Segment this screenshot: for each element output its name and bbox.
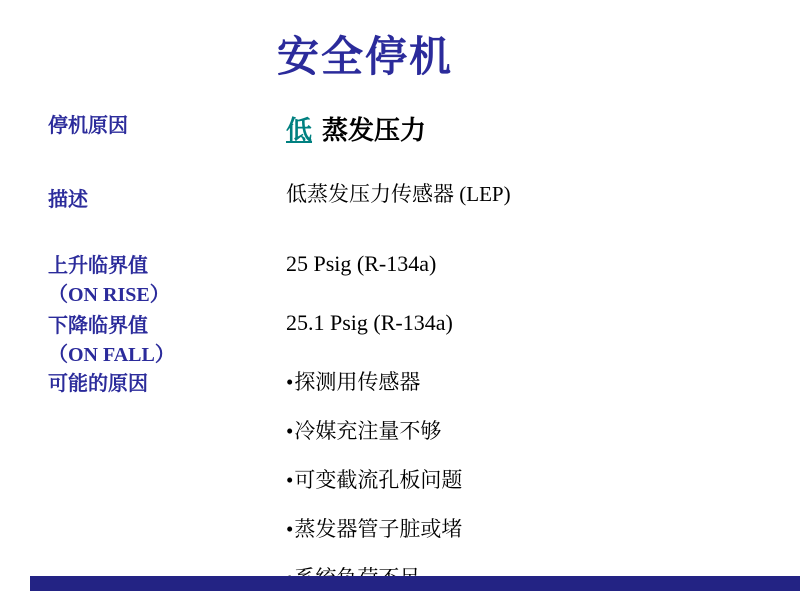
label-rise-threshold — [48, 252, 170, 310]
description-value: 低蒸发压力传感器 (LEP) — [286, 182, 511, 206]
cause-item — [286, 464, 462, 494]
low-pressure-link[interactable]: 低 — [286, 116, 313, 145]
label-rise-threshold-line1: 上升临界值 — [48, 255, 148, 277]
shutdown-reason-value — [286, 110, 426, 147]
label-possible-causes: 可能的原因 — [48, 373, 148, 395]
cause-text: 可变截流孔板问题 — [294, 468, 463, 492]
label-fall-threshold-line1: 下降临界值 — [48, 315, 148, 337]
label-fall-threshold-line2: （ON FALL） — [48, 344, 175, 366]
shutdown-reason-text: 蒸发压力 — [322, 116, 427, 145]
footer-bar — [30, 576, 800, 591]
cause-item — [286, 366, 462, 396]
cause-item — [286, 415, 462, 445]
label-fall-threshold — [48, 312, 175, 370]
cause-item — [286, 513, 462, 543]
fall-threshold-value: 25.1 Psig (R-134a) — [286, 310, 453, 335]
label-description: 描述 — [48, 189, 88, 211]
cause-text: 蒸发器管子脏或堵 — [294, 517, 463, 541]
cause-text: 探测用传感器 — [294, 370, 421, 394]
page-title: 安全停机 — [276, 35, 453, 81]
causes-list — [286, 366, 462, 600]
rise-threshold-value: 25 Psig (R-134a) — [286, 251, 437, 276]
cause-text: 冷媒充注量不够 — [294, 419, 442, 443]
label-shutdown-reason: 停机原因 — [48, 115, 128, 137]
label-rise-threshold-line2: （ON RISE） — [48, 284, 170, 306]
